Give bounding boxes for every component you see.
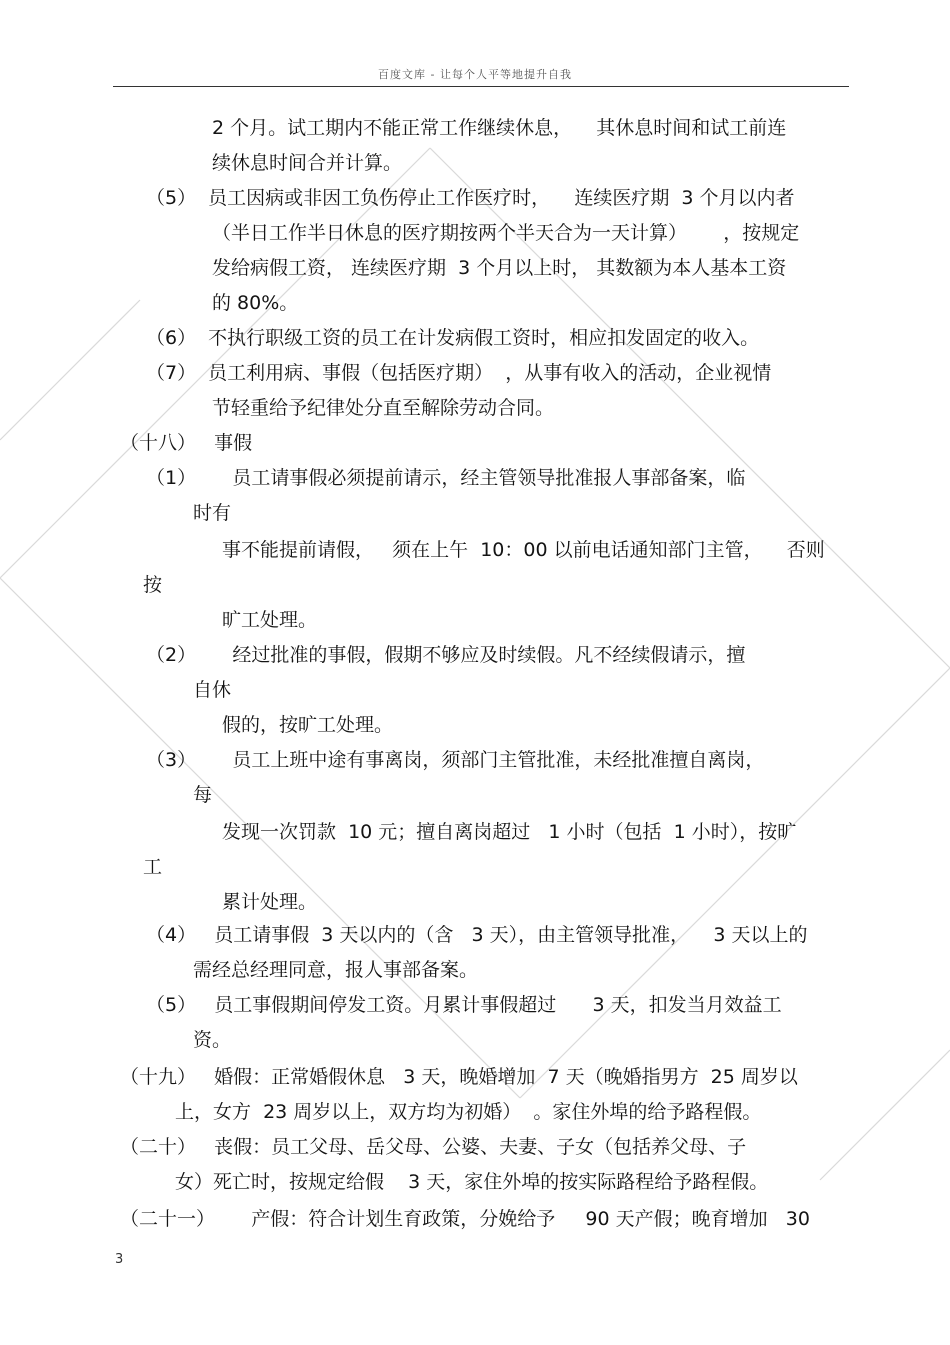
body-line: 旷工处理。 (222, 609, 318, 631)
section-heading: （二十一） 产假：符合计划生育政策，分娩给予 90 天产假；晚育增加 30 (120, 1208, 810, 1230)
body-line: 女）死亡时，按规定给假 3 天，家住外埠的按实际路程给予路程假。 (175, 1171, 769, 1193)
body-line: （3） 员工上班中途有事离岗，须部门主管批准，未经批准擅自离岗， (146, 749, 765, 771)
body-line: （4） 员工请事假 3 天以内的（含 3 天），由主管领导批准， 3 天以上的 (146, 924, 808, 946)
section-heading: （十九） 婚假：正常婚假休息 3 天，晚婚增加 7 天（晚婚指男方 25 周岁以 (120, 1066, 798, 1088)
body-line: 自休 (193, 679, 232, 701)
body-line: （2） 经过批准的事假，假期不够应及时续假。凡不经续假请示，擅 (146, 644, 746, 666)
page-number: 3 (115, 1252, 124, 1267)
body-line: 续休息时间合并计算。 (212, 152, 403, 174)
body-line: 按 (143, 574, 163, 596)
section-heading: （二十） 丧假：员工父母、岳父母、公婆、夫妻、子女（包括养父母、子 (120, 1136, 747, 1158)
body-line: 每 (193, 784, 213, 806)
section-heading: （十八） 事假 (120, 432, 253, 454)
body-line: 的 80%。 (212, 292, 299, 314)
body-line: （5） 员工事假期间停发工资。月累计事假超过 3 天，扣发当月效益工 (146, 994, 782, 1016)
body-line: （5） 员工因病或非因工负伤停止工作医疗时， 连续医疗期 3 个月以内者 (146, 187, 795, 209)
body-line: （半日工作半日休息的医疗期按两个半天合为一天计算） ，按规定 (212, 222, 800, 244)
body-line: （1） 员工请事假必须提前请示，经主管领导批准报人事部备案，临 (146, 467, 746, 489)
page-header: 百度文库 - 让每个人平等地提升自我 (378, 68, 572, 81)
body-line: 2 个月。试工期内不能正常工作继续休息， 其休息时间和试工前连 (212, 117, 787, 139)
body-line: 需经总经理同意，报人事部备案。 (193, 959, 479, 981)
body-line: 发给病假工资， 连续医疗期 3 个月以上时， 其数额为本人基本工资 (212, 257, 787, 279)
body-line: 事不能提前请假， 须在上午 10：00 以前电话通知部门主管， 否则 (222, 539, 825, 561)
body-line: 工 (143, 856, 163, 878)
header-divider (113, 86, 849, 87)
body-line: 时有 (193, 502, 232, 524)
body-line: 资。 (193, 1029, 232, 1051)
body-line: 累计处理。 (222, 891, 318, 913)
body-line: 上，女方 23 周岁以上，双方均为初婚） 。家住外埠的给予路程假。 (175, 1101, 762, 1123)
body-line: （7） 员工利用病、事假（包括医疗期） ，从事有收入的活动，企业视情 (146, 362, 772, 384)
body-line: 假的，按旷工处理。 (222, 714, 394, 736)
body-line: 发现一次罚款 10 元；擅自离岗超过 1 小时（包括 1 小时），按旷 (222, 821, 797, 843)
body-line: 节轻重给予纪律处分直至解除劳动合同。 (212, 397, 555, 419)
body-line: （6） 不执行职级工资的员工在计发病假工资时，相应扣发固定的收入。 (146, 327, 760, 349)
